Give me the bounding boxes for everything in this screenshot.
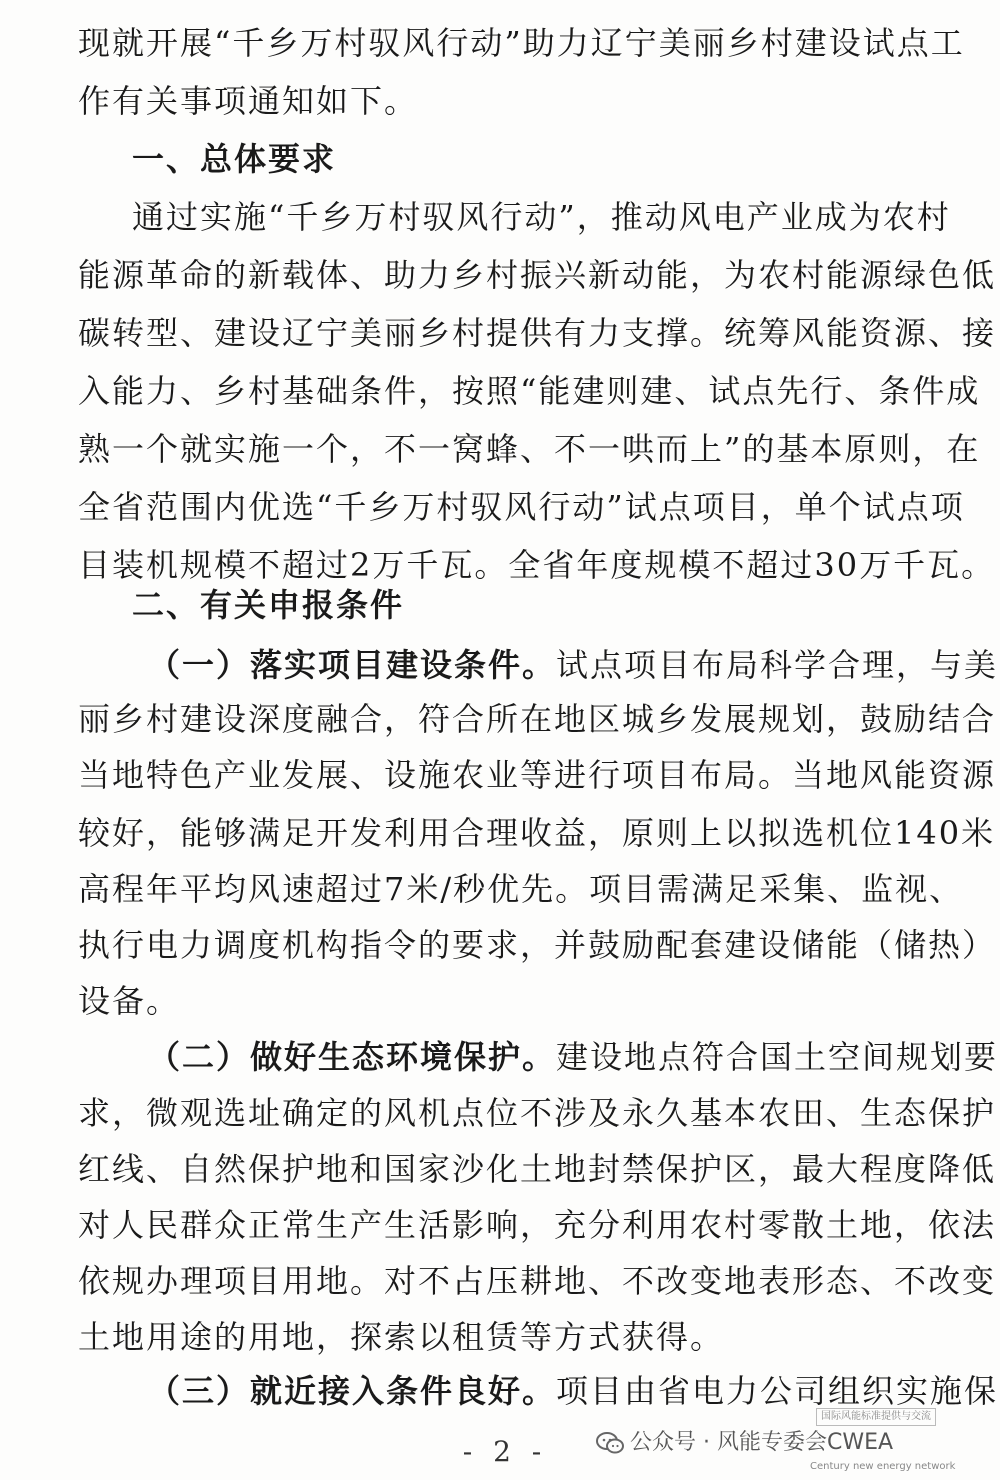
body-text: 项目由省电力公司组织实施保 bbox=[556, 1372, 999, 1410]
body-line: 全省范围内优选“千乡万村驭风行动”试点项目，单个试点项 bbox=[78, 488, 965, 526]
body-line: 对人民群众正常生产生活影响，充分利用农村零散土地，依法 bbox=[78, 1206, 997, 1244]
body-text: 建设地点符合国土空间规划要 bbox=[556, 1038, 999, 1076]
subsection-line bbox=[148, 636, 999, 694]
watermark-sub-text: Century new energy network bbox=[810, 1461, 956, 1472]
body-line: 熟一个就实施一个，不一窝蜂、不一哄而上”的基本原则，在 bbox=[78, 430, 981, 468]
body-line: 设备。 bbox=[78, 982, 181, 1020]
body-line: 丽乡村建设深度融合，符合所在地区城乡发展规划，鼓励结合 bbox=[78, 700, 997, 738]
section-heading: 二、有关申报条件 bbox=[132, 586, 405, 624]
body-line: 现就开展“千乡万村驭风行动”助力辽宁美丽乡村建设试点工 bbox=[78, 24, 965, 62]
body-line: 能源革命的新载体、助力乡村振兴新动能，为农村能源绿色低 bbox=[78, 256, 997, 294]
subsection-line bbox=[148, 1028, 999, 1086]
body-line: 入能力、乡村基础条件，按照“能建则建、试点先行、条件成 bbox=[78, 372, 981, 410]
subsection-heading: （二）做好生态环境保护。 bbox=[148, 1038, 557, 1076]
body-line: 土地用途的用地，探索以租赁等方式获得。 bbox=[78, 1318, 725, 1356]
body-line: 执行电力调度机构指令的要求，并鼓励配套建设储能（储热） bbox=[78, 926, 997, 964]
watermark-top-text: 国际风能标准提供与交流 bbox=[816, 1408, 936, 1426]
body-line: 作有关事项通知如下。 bbox=[78, 82, 419, 120]
body-line: 依规办理项目用地。对不占压耕地、不改变地表形态、不改变 bbox=[78, 1262, 997, 1300]
subsection-heading: （一）落实项目建设条件。 bbox=[148, 646, 557, 684]
body-line: 目装机规模不超过2万千瓦。全省年度规模不超过30万千瓦。 bbox=[78, 546, 996, 584]
wechat-icon bbox=[596, 1432, 624, 1454]
body-line: 当地特色产业发展、设施农业等进行项目布局。当地风能资源 bbox=[78, 756, 997, 794]
subsection-heading: （三）就近接入条件良好。 bbox=[148, 1372, 557, 1410]
body-text: 试点项目布局科学合理，与美 bbox=[556, 646, 999, 684]
body-line: 通过实施“千乡万村驭风行动”，推动风电产业成为农村 bbox=[132, 198, 951, 236]
body-line: 红线、自然保护地和国家沙化土地封禁保护区，最大程度降低 bbox=[78, 1150, 997, 1188]
page-number: - 2 - bbox=[462, 1435, 548, 1468]
body-line: 求，微观选址确定的风机点位不涉及永久基本农田、生态保护 bbox=[78, 1094, 997, 1132]
body-line: 高程年平均风速超过7米/秒优先。项目需满足采集、监视、 bbox=[78, 870, 964, 908]
watermark-label: 公众号 · 风能专委会CWEA bbox=[630, 1430, 894, 1455]
watermark bbox=[590, 1408, 990, 1476]
section-heading: 一、总体要求 bbox=[132, 140, 337, 178]
body-line: 碳转型、建设辽宁美丽乡村提供有力支撑。统筹风能资源、接 bbox=[78, 314, 997, 352]
body-line: 较好，能够满足开发利用合理收益，原则上以拟选机位140米 bbox=[78, 814, 996, 852]
